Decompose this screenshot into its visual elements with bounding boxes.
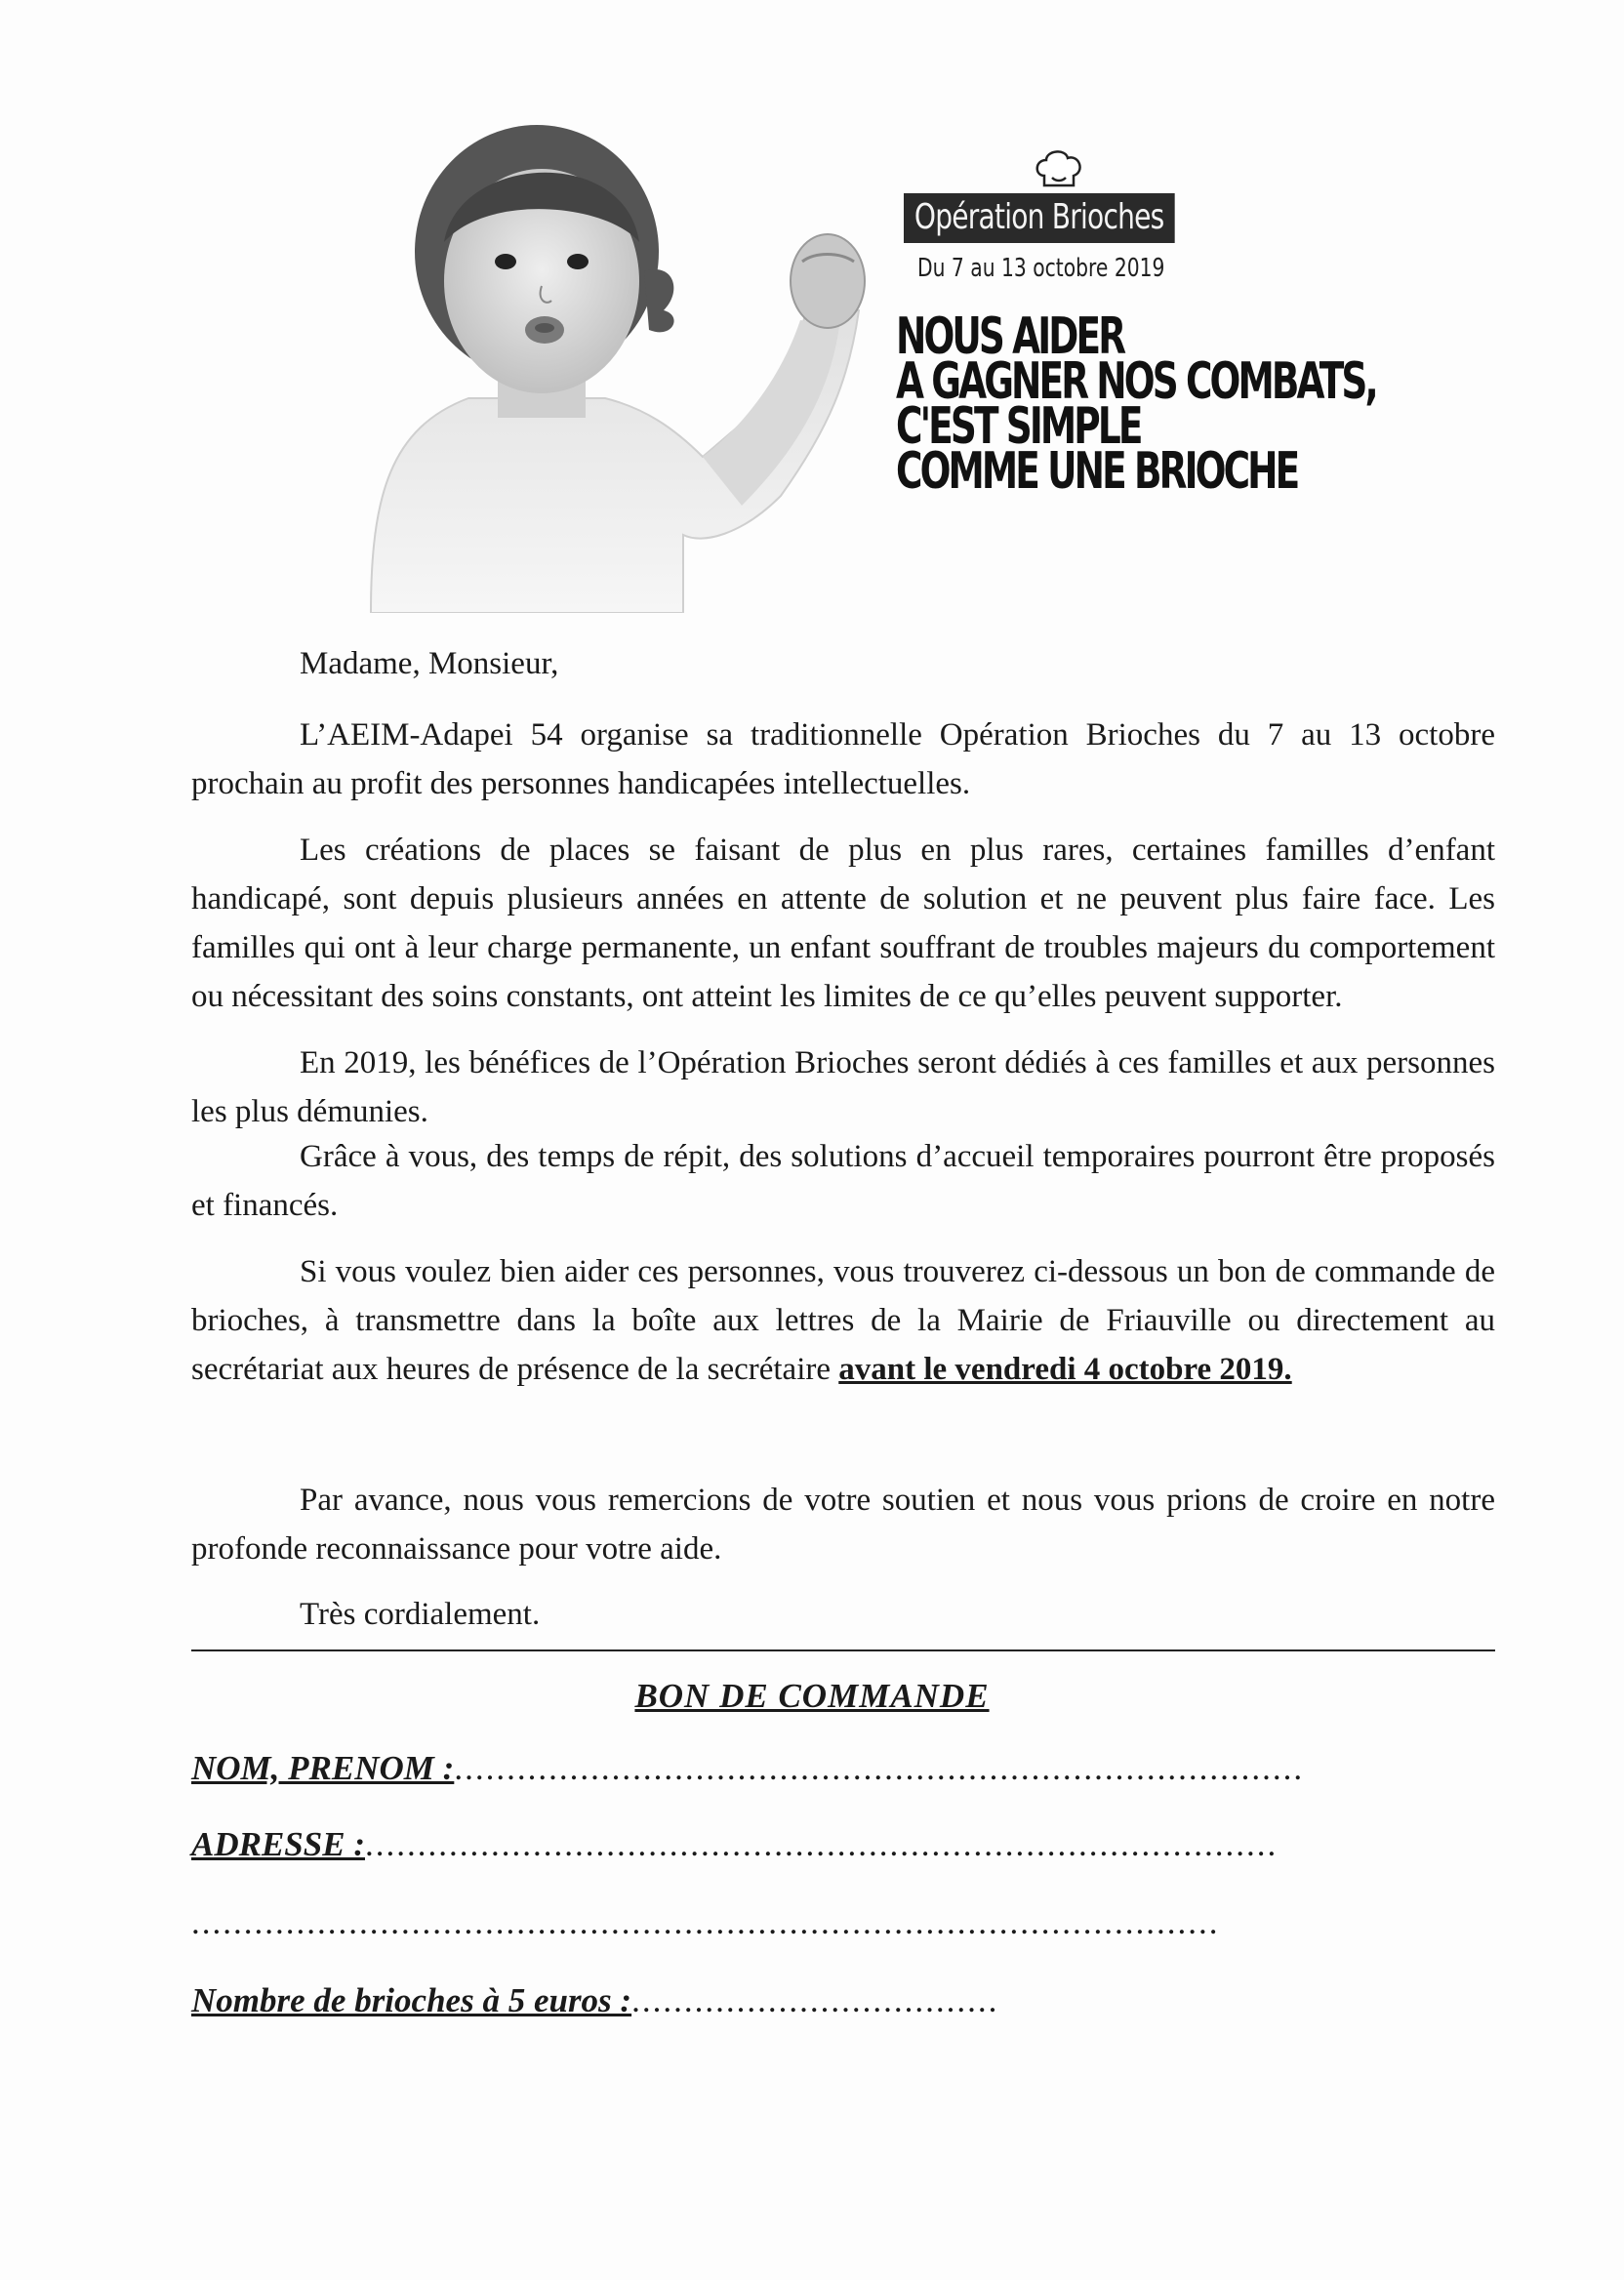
field-dots: .................................................................................................. [191,1903,1220,1941]
slogan-line: NOUS AIDER [896,307,1124,366]
slogan-line: COMME UNE BRIOCHE [896,442,1298,501]
campaign-slogan [896,307,1376,501]
slogan-line: C'EST SIMPLE [896,397,1141,456]
letter-paragraph [191,1247,1495,1394]
field-dots: ................................................................................. [454,1749,1305,1787]
letter-paragraph: En 2019, les bénéfices de l’Opération Brioches seront dédiés à ces familles et aux personnes les plus démunies. [191,1045,1495,1129]
deadline-text: avant le vendredi 4 octobre 2019. [838,1352,1292,1387]
letter-greeting: Madame, Monsieur, [300,646,559,681]
field-label: NOM, PRENOM : [191,1749,455,1787]
letter-paragraph: Les créations de places se faisant de plus en plus rares, certaines familles d’enfant handicapé, sont depuis plusieurs années en attente de solution et ne peuvent plus faire face. Les familles qui ont à leur charge permanente, un enfant souffrant de troubles majeurs du comportement ou nécessitant des soins constants, ont atteint les limites de ce qu’elles peuvent supporter. [191,833,1495,1014]
letter-paragraph: Par avance, nous vous remercions de votre soutien et nous vous prions de croire en notre profonde reconnaissance pour votre aide. [191,1483,1495,1567]
order-field-address-line2[interactable] [191,1903,1220,1942]
order-field-name[interactable] [191,1749,1304,1788]
field-dots: ................................... [631,1981,999,2019]
order-field-quantity[interactable] [191,1981,998,2020]
divider [191,1649,1495,1651]
order-field-address[interactable] [191,1825,1278,1864]
letter-signoff: Très cordialement. [300,1597,541,1632]
chef-hat-icon [1033,146,1085,193]
campaign-badge: Opération Brioches [904,193,1174,243]
letter-paragraph: Grâce à vous, des temps de répit, des solutions d’accueil temporaires pourront être proposés et financés. [191,1139,1495,1223]
slogan-line: A GAGNER NOS COMBATS, [896,352,1376,411]
field-label: ADRESSE : [191,1825,365,1863]
field-dots: ....................................................................................... [365,1825,1279,1863]
campaign-dates: Du 7 au 13 octobre 2019 [917,254,1165,283]
letter-paragraph: L’AEIM-Adapei 54 organise sa traditionnelle Opération Brioches du 7 au 13 octobre prochain au profit des personnes handicapées intellectuelles. [191,717,1495,801]
field-label: Nombre de brioches à 5 euros : [191,1981,632,2019]
child-photo [351,105,898,613]
paragraph-text: Si vous voulez bien aider ces personnes, vous trouverez ci-dessous un bon de commande de brioches, à transmettre dans la boîte aux lettres de la Mairie de Friauville ou directement au secrétariat aux heures de présence de la secrétaire [191,1254,1495,1387]
order-form-title: BON DE COMMANDE [634,1677,990,1715]
